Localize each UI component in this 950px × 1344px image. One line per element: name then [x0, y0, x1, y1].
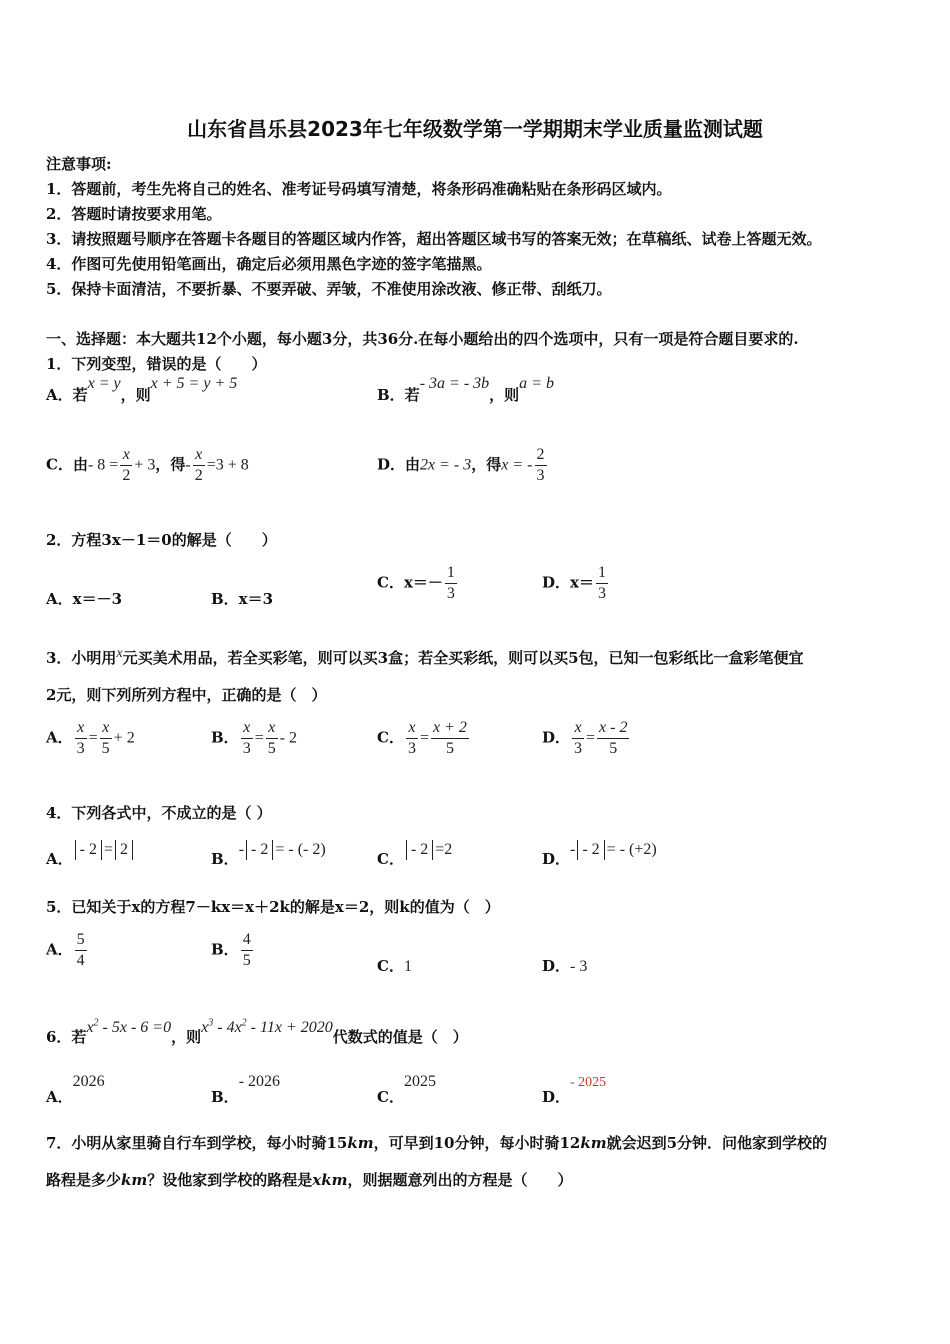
notice-item: 4．作图可先使用铅笔画出，确定后必须用黑色字迹的签字笔描黑。: [46, 255, 492, 273]
exponent: 3: [208, 1017, 214, 1029]
numerator: x: [406, 718, 418, 739]
math-expr: = - (+2): [606, 841, 657, 858]
q1-option-b: [377, 375, 554, 405]
abs-value: - 2: [406, 840, 433, 860]
option-label: C．由: [46, 455, 88, 474]
math-expr: x + 5 = y + 5: [150, 375, 238, 392]
stem-text: 元买美术用品，若全买彩笔，则可以买3盒；若全买彩纸，则可以买5包，已知一包彩纸比一盒彩笔便宜: [122, 649, 804, 667]
numerator: x + 2: [431, 718, 469, 739]
option-label: C．: [377, 957, 404, 975]
denominator: 5: [101, 740, 110, 757]
option-label: D．: [542, 1088, 571, 1106]
q5-option-b: [211, 930, 255, 971]
denominator: 5: [267, 740, 276, 757]
unit: km: [121, 1171, 148, 1189]
q1-option-c: [46, 445, 249, 486]
math-expr: [86, 1019, 171, 1036]
q3-option-d: [542, 718, 631, 759]
fraction: [266, 718, 278, 759]
option-label: B．: [211, 728, 239, 747]
math-expr: - 8 =: [87, 456, 119, 474]
math-term: - 11x + 2020: [246, 1019, 333, 1036]
fraction: [241, 930, 253, 971]
equals: =: [88, 729, 98, 747]
q6-option-b: [211, 1070, 281, 1106]
numerator: x - 2: [597, 718, 629, 739]
q4-option-b: [211, 838, 326, 868]
q2-option-d: [542, 563, 610, 604]
denominator: 3: [446, 585, 455, 602]
fraction: [597, 718, 629, 759]
math-expr: - 2025: [570, 1075, 607, 1090]
numerator: 1: [596, 563, 608, 584]
stem-text: 7．小明从家里骑自行车到学校，每小时骑15: [46, 1134, 348, 1152]
option-label: B．若: [377, 386, 420, 404]
option-label: D．由: [377, 455, 421, 474]
q1-option-d: [377, 445, 549, 486]
q6-option-a: [46, 1070, 105, 1106]
fraction: [406, 718, 418, 759]
denominator: 4: [76, 952, 85, 969]
math-term: - 4x: [213, 1019, 242, 1036]
q3-option-b: [211, 718, 297, 759]
option-label: C．: [377, 1088, 404, 1106]
fraction: [241, 718, 253, 759]
math-expr: + 3: [134, 456, 156, 474]
connector-text: ，得: [155, 455, 186, 474]
q5-option-c: [377, 955, 412, 976]
numerator: x: [120, 445, 132, 466]
q1-option-a: [46, 375, 238, 405]
math-expr: 2x = - 3: [420, 456, 472, 474]
stem-text: 代数式的值是（ ）: [332, 1028, 468, 1046]
math-expr: - 2: [279, 729, 298, 747]
math-expr: x = -: [501, 456, 533, 474]
numerator: x: [75, 718, 87, 739]
notice-heading: 注意事项:: [46, 155, 112, 173]
option-label: A．: [46, 940, 73, 959]
option-label: D．x＝: [542, 573, 594, 592]
stem-text: 6．若: [46, 1028, 87, 1046]
fraction: [100, 718, 112, 759]
q3-option-a: [46, 718, 135, 759]
question-5-stem: 5．已知关于x的方程7－kx＝x＋2k的解是x＝2，则k的值为（ ）: [46, 898, 500, 916]
math-expr: = - (- 2): [275, 841, 326, 858]
equals: =: [419, 729, 429, 747]
math-expr: a = b: [519, 375, 554, 392]
denominator: 5: [609, 740, 618, 757]
math-expr: 1: [403, 958, 412, 975]
denominator: 3: [76, 740, 85, 757]
option-label: D．: [542, 957, 571, 975]
math-expr: -: [238, 841, 245, 858]
option-label: D．: [542, 850, 571, 868]
math-expr: -: [570, 841, 576, 858]
option-label: A．若: [46, 386, 88, 404]
option-label: C．x＝－: [377, 573, 443, 592]
question-3-stem-line1: [46, 647, 804, 668]
numerator: 2: [535, 445, 547, 466]
math-var: x: [201, 1019, 209, 1036]
q4-option-d: [542, 838, 657, 868]
math-expr: - 3a = - 3b: [419, 375, 490, 392]
fraction: [596, 563, 608, 604]
q5-option-a: [46, 930, 89, 971]
option-label: B．: [211, 1088, 239, 1106]
denominator: 2: [122, 467, 131, 484]
numerator: 1: [445, 563, 457, 584]
q2-option-b: B．x＝3: [211, 590, 274, 608]
option-label: D．: [542, 728, 571, 747]
abs-value: - 2: [246, 840, 273, 860]
question-1-stem: 1．下列变型，错误的是（ ）: [46, 355, 267, 373]
q6-option-d: [542, 1070, 607, 1106]
math-expr: 2026: [72, 1073, 105, 1090]
math-expr: =2: [435, 841, 453, 858]
denominator: 3: [407, 740, 416, 757]
notice-item: 2．答题时请按要求用笔。: [46, 205, 222, 223]
numerator: 5: [75, 930, 87, 951]
denominator: 2: [194, 467, 203, 484]
math-var: x: [116, 646, 123, 661]
stem-text: 3．小明用: [46, 649, 117, 667]
fraction: [75, 718, 87, 759]
notice-item: 1．答题前，考生先将自己的姓名、准考证号码填写清楚，将条形码准确粘贴在条形码区域内。: [46, 180, 672, 198]
q4-option-a: [46, 838, 135, 868]
numerator: x: [100, 718, 112, 739]
option-label: A．: [46, 850, 73, 868]
denominator: 3: [536, 467, 545, 484]
unit: km: [580, 1134, 607, 1152]
unit: xkm: [312, 1171, 348, 1189]
math-expr: - 3: [570, 958, 588, 975]
q2-option-a: A．x＝－3: [46, 590, 123, 608]
abs-value: - 2: [75, 840, 102, 860]
exponent: 2: [93, 1017, 99, 1029]
fraction: [75, 930, 87, 971]
denominator: 5: [242, 952, 251, 969]
fraction: [431, 718, 469, 759]
option-label: B．: [211, 850, 239, 868]
numerator: 4: [241, 930, 253, 951]
abs-value: 2: [115, 840, 133, 860]
math-expr: 2025: [403, 1073, 436, 1090]
option-label: C．: [377, 850, 404, 868]
math-var: x: [86, 1019, 94, 1036]
page-title: 山东省昌乐县2023年七年级数学第一学期期末学业质量监测试题: [187, 117, 763, 141]
fraction: [193, 445, 205, 486]
stem-text: ？设他家到学校的路程是: [147, 1171, 313, 1189]
math-expr: - 2026: [238, 1073, 281, 1090]
notice-item: 5．保持卡面清洁，不要折暴、不要弄破、弄皱，不准使用涂改液、修正带、刮纸刀。: [46, 280, 612, 298]
denominator: 3: [242, 740, 251, 757]
stem-text: 路程是多少: [46, 1171, 122, 1189]
numerator: x: [572, 718, 584, 739]
question-4-stem: 4．下列各式中，不成立的是（ ）: [46, 804, 272, 822]
question-2-stem: 2．方程3x－1＝0的解是（ ）: [46, 531, 277, 549]
q2-option-c: [377, 563, 459, 604]
numerator: x: [193, 445, 205, 466]
exponent: 2: [241, 1017, 247, 1029]
connector-text: ，则: [120, 386, 151, 404]
notice-item: 3．请按照题号顺序在答题卡各题目的答题区域内作答，超出答题区域书写的答案无效；在草稿纸、试卷上答题无效。: [46, 230, 822, 248]
fraction: [445, 563, 457, 604]
fraction: [572, 718, 584, 759]
denominator: 5: [445, 740, 454, 757]
unit: km: [347, 1134, 374, 1152]
fraction: [535, 445, 547, 486]
abs-value: - 2: [577, 840, 604, 860]
numerator: x: [266, 718, 278, 739]
question-3-stem-line2: 2元，则下列所列方程中，正确的是（ ）: [46, 686, 327, 704]
equals: =: [103, 841, 113, 858]
stem-text: 就会迟到5分钟．问他家到学校的: [606, 1134, 828, 1152]
q5-option-d: [542, 955, 587, 976]
question-6-stem: [46, 1017, 468, 1047]
equals: =: [586, 729, 596, 747]
equals: =: [254, 729, 264, 747]
q6-option-c: [377, 1070, 436, 1106]
math-expr: =3 + 8: [206, 456, 249, 474]
question-7-stem-line1: [46, 1132, 827, 1153]
connector-text: ，得: [471, 455, 502, 474]
math-term: - 5x - 6 =0: [98, 1019, 172, 1036]
option-label: A．: [46, 1088, 73, 1106]
question-7-stem-line2: [46, 1169, 573, 1190]
connector-text: ，则: [171, 1028, 202, 1046]
section-heading: 一、选择题：本大题共12个小题，每小题3分，共36分.在每小题给出的四个选项中，只有一项是符合题目要求的.: [46, 330, 799, 348]
math-expr: -: [185, 456, 191, 474]
q3-option-c: [377, 718, 471, 759]
denominator: 3: [574, 740, 583, 757]
option-label: C．: [377, 728, 404, 747]
numerator: x: [241, 718, 253, 739]
math-expr: [201, 1019, 333, 1036]
stem-text: ，则据题意列出的方程是（ ）: [347, 1171, 573, 1189]
connector-text: ，则: [489, 386, 520, 404]
denominator: 3: [597, 585, 606, 602]
q4-option-c: [377, 838, 453, 868]
stem-text: ，可早到10分钟，每小时骑12: [373, 1134, 581, 1152]
fraction: [120, 445, 132, 486]
math-expr: x = y: [87, 375, 121, 392]
option-label: A．: [46, 728, 73, 747]
option-label: B．: [211, 940, 239, 959]
math-expr: + 2: [113, 729, 135, 747]
